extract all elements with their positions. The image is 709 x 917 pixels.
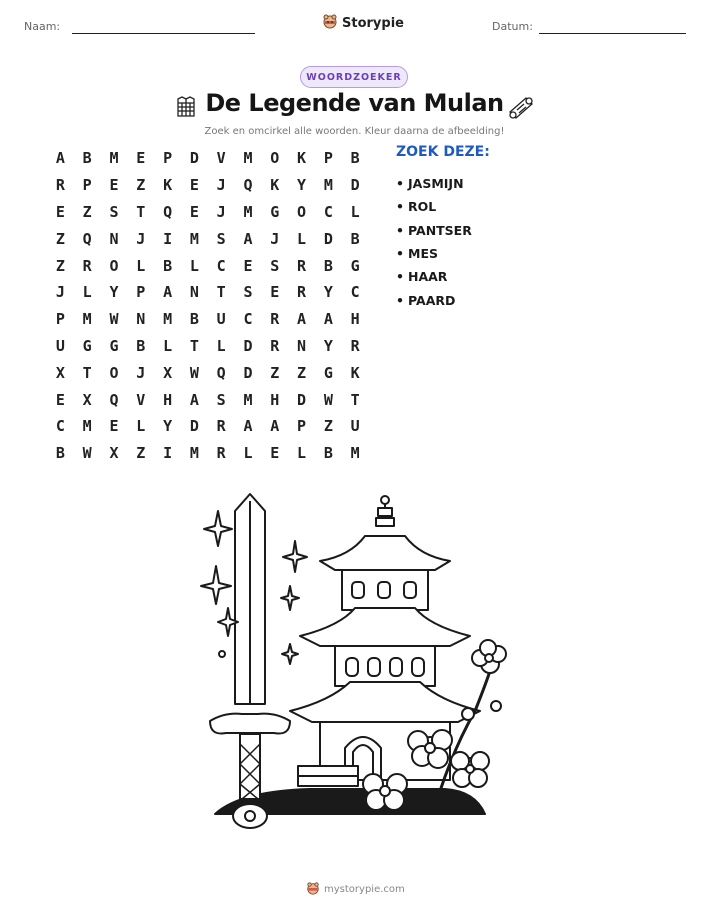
grid-letter[interactable]: Q: [243, 176, 253, 195]
grid-letter[interactable]: G: [270, 202, 280, 221]
grid-letter[interactable]: T: [189, 336, 199, 355]
grid-letter[interactable]: Z: [82, 202, 92, 221]
grid-letter[interactable]: A: [163, 283, 173, 302]
grid-letter[interactable]: O: [297, 202, 307, 221]
grid-letter[interactable]: D: [189, 149, 199, 168]
grid-letter[interactable]: R: [216, 417, 226, 436]
grid-letter[interactable]: E: [136, 149, 146, 168]
grid-letter[interactable]: M: [82, 310, 92, 329]
grid-letter[interactable]: D: [323, 229, 333, 248]
grid-letter[interactable]: P: [163, 149, 173, 168]
grid-letter[interactable]: B: [350, 229, 360, 248]
word-text: PANTSER: [408, 222, 472, 238]
grid-letter[interactable]: M: [82, 417, 92, 436]
grid-letter[interactable]: R: [216, 444, 226, 463]
grid-letter[interactable]: J: [216, 202, 226, 221]
grid-letter[interactable]: C: [55, 417, 65, 436]
grid-letter[interactable]: N: [297, 336, 307, 355]
grid-letter[interactable]: Z: [136, 444, 146, 463]
grid-letter[interactable]: W: [109, 310, 119, 329]
grid-letter[interactable]: R: [297, 283, 307, 302]
grid-letter[interactable]: M: [163, 310, 173, 329]
grid-row: [47, 172, 369, 199]
letter-grid: [47, 145, 369, 467]
grid-letter[interactable]: M: [189, 444, 199, 463]
grid-letter[interactable]: G: [109, 336, 119, 355]
grid-letter[interactable]: D: [350, 176, 360, 195]
grid-letter[interactable]: P: [136, 283, 146, 302]
grid-letter[interactable]: H: [163, 390, 173, 409]
grid-letter[interactable]: E: [55, 390, 65, 409]
grid-letter[interactable]: Q: [216, 363, 226, 382]
grid-letter[interactable]: S: [270, 256, 280, 275]
grid-letter[interactable]: P: [323, 149, 333, 168]
grid-letter[interactable]: Z: [55, 256, 65, 275]
grid-letter[interactable]: M: [243, 390, 253, 409]
grid-letter[interactable]: Y: [323, 336, 333, 355]
sword-pagoda-blossom-coloring-image: [200, 486, 510, 840]
date-line: [539, 33, 686, 34]
name-label: Naam:: [24, 20, 61, 33]
grid-letter[interactable]: A: [243, 417, 253, 436]
grid-letter[interactable]: K: [163, 176, 173, 195]
grid-letter[interactable]: B: [82, 149, 92, 168]
grid-letter[interactable]: J: [55, 283, 65, 302]
grid-row: [47, 386, 369, 413]
grid-letter[interactable]: U: [216, 310, 226, 329]
grid-letter[interactable]: V: [136, 390, 146, 409]
grid-letter[interactable]: E: [189, 176, 199, 195]
grid-letter[interactable]: J: [216, 176, 226, 195]
grid-letter[interactable]: A: [270, 417, 280, 436]
grid-row: [47, 252, 369, 279]
grid-letter[interactable]: N: [136, 310, 146, 329]
brand: [322, 13, 404, 33]
grid-row: [47, 440, 369, 467]
bullet: •: [396, 199, 404, 215]
grid-letter[interactable]: R: [55, 176, 65, 195]
grid-row: [47, 279, 369, 306]
grid-letter[interactable]: V: [216, 149, 226, 168]
grid-letter[interactable]: E: [270, 444, 280, 463]
grid-letter[interactable]: Q: [82, 229, 92, 248]
grid-letter[interactable]: P: [297, 417, 307, 436]
instructions: Zoek en omcirkel alle woorden. Kleur daarna de afbeelding!: [204, 126, 505, 137]
grid-letter[interactable]: J: [136, 363, 146, 382]
grid-letter[interactable]: Z: [297, 363, 307, 382]
grid-letter[interactable]: S: [216, 390, 226, 409]
grid-letter[interactable]: N: [109, 229, 119, 248]
word-text: MES: [408, 246, 438, 262]
word-list-item: [396, 195, 472, 218]
grid-letter[interactable]: Q: [109, 390, 119, 409]
grid-letter[interactable]: K: [297, 149, 307, 168]
grid-letter[interactable]: E: [55, 202, 65, 221]
category-badge: WOORDZOEKER: [300, 66, 408, 88]
grid-letter[interactable]: R: [82, 256, 92, 275]
grid-letter[interactable]: L: [136, 417, 146, 436]
grid-letter[interactable]: C: [323, 202, 333, 221]
grid-letter[interactable]: A: [297, 310, 307, 329]
grid-letter[interactable]: R: [297, 256, 307, 275]
grid-letter[interactable]: H: [350, 310, 360, 329]
grid-letter[interactable]: E: [270, 283, 280, 302]
word-list-item: [396, 265, 472, 288]
grid-letter[interactable]: U: [350, 417, 360, 436]
grid-row: [47, 225, 369, 252]
grid-letter[interactable]: G: [323, 363, 333, 382]
word-text: ROL: [408, 199, 437, 215]
storypie-mascot-icon: [322, 13, 338, 33]
word-list-item: [396, 219, 472, 242]
bullet: •: [396, 222, 404, 238]
grid-row: [47, 333, 369, 360]
grid-letter[interactable]: E: [109, 417, 119, 436]
footer: [306, 880, 405, 899]
grid-letter[interactable]: Y: [163, 417, 173, 436]
grid-letter[interactable]: W: [82, 444, 92, 463]
grid-letter[interactable]: I: [163, 444, 173, 463]
grid-letter[interactable]: R: [270, 310, 280, 329]
grid-letter[interactable]: D: [189, 417, 199, 436]
grid-letter[interactable]: E: [243, 256, 253, 275]
grid-letter[interactable]: W: [189, 363, 199, 382]
brand-name: Storypie: [342, 15, 404, 31]
grid-letter[interactable]: D: [243, 336, 253, 355]
grid-letter[interactable]: L: [350, 202, 360, 221]
grid-letter[interactable]: X: [109, 444, 119, 463]
grid-letter[interactable]: P: [82, 176, 92, 195]
grid-row: [47, 359, 369, 386]
grid-letter[interactable]: K: [270, 176, 280, 195]
grid-letter[interactable]: M: [350, 444, 360, 463]
grid-letter[interactable]: O: [270, 149, 280, 168]
grid-letter[interactable]: L: [189, 256, 199, 275]
grid-letter[interactable]: M: [243, 149, 253, 168]
grid-letter[interactable]: C: [350, 283, 360, 302]
grid-letter[interactable]: B: [323, 256, 333, 275]
grid-letter[interactable]: Z: [270, 363, 280, 382]
grid-letter[interactable]: B: [163, 256, 173, 275]
grid-letter[interactable]: B: [323, 444, 333, 463]
scroll-icon: [506, 94, 536, 124]
grid-row: [47, 306, 369, 333]
grid-letter[interactable]: N: [189, 283, 199, 302]
grid-letter[interactable]: B: [136, 336, 146, 355]
grid-row: [47, 413, 369, 440]
grid-letter[interactable]: U: [55, 336, 65, 355]
page-title: De Legende van Mulan: [205, 89, 504, 117]
grid-letter[interactable]: S: [109, 202, 119, 221]
grid-letter[interactable]: X: [82, 390, 92, 409]
bullet: •: [396, 176, 404, 192]
grid-letter[interactable]: L: [297, 229, 307, 248]
grid-letter[interactable]: G: [350, 256, 360, 275]
date-label: Datum:: [492, 20, 533, 33]
grid-letter[interactable]: R: [350, 336, 360, 355]
grid-row: [47, 145, 369, 172]
grid-letter[interactable]: E: [189, 202, 199, 221]
grid-letter[interactable]: T: [82, 363, 92, 382]
name-line: [72, 33, 255, 34]
grid-letter[interactable]: J: [270, 229, 280, 248]
grid-letter[interactable]: H: [270, 390, 280, 409]
grid-letter[interactable]: T: [216, 283, 226, 302]
footer-url: mystorypie.com: [324, 884, 405, 895]
grid-letter[interactable]: X: [163, 363, 173, 382]
word-text: PAARD: [408, 292, 456, 308]
grid-letter[interactable]: Y: [109, 283, 119, 302]
word-list-heading: ZOEK DEZE:: [396, 144, 490, 160]
word-list-item: [396, 242, 472, 265]
word-text: HAAR: [408, 269, 448, 285]
grid-letter[interactable]: D: [297, 390, 307, 409]
word-list-item: [396, 288, 472, 311]
grid-letter[interactable]: D: [243, 363, 253, 382]
grid-letter[interactable]: T: [350, 390, 360, 409]
grid-letter[interactable]: B: [55, 444, 65, 463]
word-text: JASMIJN: [408, 176, 464, 192]
grid-letter[interactable]: J: [136, 229, 146, 248]
bullet: •: [396, 292, 404, 308]
grid-letter[interactable]: E: [109, 176, 119, 195]
word-list: [396, 172, 472, 312]
grid-letter[interactable]: A: [189, 390, 199, 409]
grid-letter[interactable]: M: [243, 202, 253, 221]
grid-letter[interactable]: L: [243, 444, 253, 463]
grid-letter[interactable]: K: [350, 363, 360, 382]
grid-letter[interactable]: B: [189, 310, 199, 329]
grid-letter[interactable]: I: [163, 229, 173, 248]
grid-letter[interactable]: L: [136, 256, 146, 275]
grid-letter[interactable]: O: [109, 363, 119, 382]
grid-letter[interactable]: L: [82, 283, 92, 302]
grid-letter[interactable]: L: [216, 336, 226, 355]
word-list-item: [396, 172, 472, 195]
grid-letter[interactable]: X: [55, 363, 65, 382]
grid-letter[interactable]: Y: [297, 176, 307, 195]
bullet: •: [396, 269, 404, 285]
grid-letter[interactable]: A: [323, 310, 333, 329]
grid-letter[interactable]: L: [297, 444, 307, 463]
grid-letter[interactable]: A: [55, 149, 65, 168]
grid-letter[interactable]: Z: [136, 176, 146, 195]
grid-letter[interactable]: C: [216, 256, 226, 275]
grid-letter[interactable]: M: [189, 229, 199, 248]
grid-letter[interactable]: Q: [163, 202, 173, 221]
grid-letter[interactable]: S: [243, 283, 253, 302]
grid-letter[interactable]: Y: [323, 283, 333, 302]
grid-letter[interactable]: Z: [323, 417, 333, 436]
grid-letter[interactable]: A: [243, 229, 253, 248]
grid-letter[interactable]: R: [270, 336, 280, 355]
storypie-mascot-icon: [306, 880, 320, 899]
grid-letter[interactable]: Z: [55, 229, 65, 248]
grid-letter[interactable]: O: [109, 256, 119, 275]
grid-letter[interactable]: M: [109, 149, 119, 168]
grid-letter[interactable]: C: [243, 310, 253, 329]
grid-letter[interactable]: M: [323, 176, 333, 195]
grid-letter[interactable]: T: [136, 202, 146, 221]
grid-letter[interactable]: L: [163, 336, 173, 355]
grid-letter[interactable]: W: [323, 390, 333, 409]
bullet: •: [396, 246, 404, 262]
grid-letter[interactable]: B: [350, 149, 360, 168]
grid-letter[interactable]: G: [82, 336, 92, 355]
grid-letter[interactable]: S: [216, 229, 226, 248]
grid-row: [47, 199, 369, 226]
grid-letter[interactable]: P: [55, 310, 65, 329]
